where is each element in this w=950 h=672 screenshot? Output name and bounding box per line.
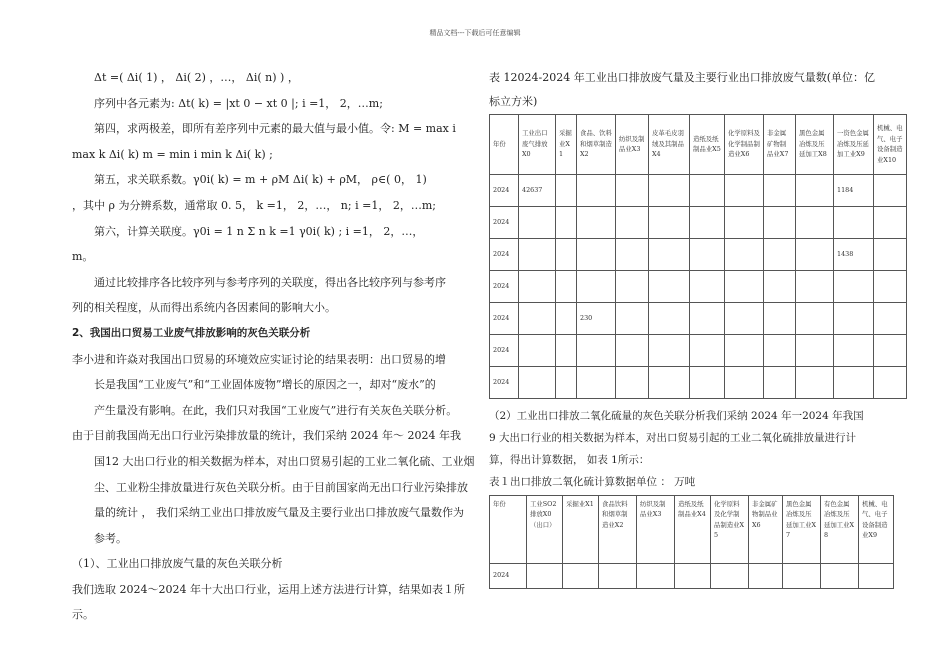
- table-cell: [796, 174, 834, 206]
- text-line: 列的相关程度，从而得出系统内各因素间的影响大小。: [72, 301, 336, 315]
- table-cell: [519, 206, 556, 238]
- table-cell: [649, 366, 690, 398]
- table-header-cell: 年份: [490, 495, 527, 563]
- table-header-cell: 化学原料及化学制品制造业X5: [711, 495, 749, 563]
- table1-title: 表 12024-2024 年工业出口排放废气量及主要行业出口排放废气量数(单位：亿: [489, 71, 875, 84]
- table-row: [490, 174, 907, 206]
- table-cell: [577, 366, 616, 398]
- text-line: ，其中 ρ 为分辨系数，通常取 0. 5， k =1， 2，…， n; i =1， 2，…m;: [72, 198, 436, 212]
- table-cell: [577, 238, 616, 270]
- table-cell: 1184: [834, 174, 874, 206]
- table-cell: [764, 206, 796, 238]
- text-line: m。: [72, 250, 94, 264]
- table-cell: [577, 270, 616, 302]
- table-header-cell: 造纸及纸制品业X5: [690, 114, 725, 174]
- right-column: [489, 65, 903, 589]
- table-cell: [556, 270, 577, 302]
- table-header-cell: 黑色金属冶炼及压延加工X8: [796, 114, 834, 174]
- table-cell: [616, 238, 649, 270]
- table-cell: [783, 563, 821, 588]
- table-header-row: [490, 114, 907, 174]
- table-header-cell: 纺织及制品业X3: [616, 114, 649, 174]
- table-cell: 2024: [490, 334, 519, 366]
- table-cell: [764, 302, 796, 334]
- text-line: 第六，计算关联度。γ0i = 1 n Σ n k =1 γ0i( k) ; i =1， 2，…，: [94, 224, 424, 238]
- table-cell: [749, 563, 783, 588]
- table-cell: [874, 302, 907, 334]
- table-cell: [725, 334, 764, 366]
- table-header-cell: 工业出口废气排放X0: [519, 114, 556, 174]
- text-line: 量的统计 ， 我们采纳工业出口排放废气量及主要行业出口排放废气量数作为: [94, 506, 464, 520]
- table-cell: [796, 366, 834, 398]
- subsection-heading: （1）、工业出口排放废气量的灰色关联分析: [72, 557, 283, 571]
- table-cell: [649, 334, 690, 366]
- table-header-cell: 采掘业X1: [556, 114, 577, 174]
- table-cell: [599, 563, 637, 588]
- table2-body: [490, 495, 894, 588]
- table-cell: [834, 302, 874, 334]
- table-cell: [874, 174, 907, 206]
- table-row: [490, 563, 894, 588]
- text-line: 9 大出口行业的相关数据为样本，对出口贸易引起的工业二氧化硫排放量进行计: [489, 431, 857, 444]
- text-line: 参考。: [94, 531, 127, 545]
- page-header: 精品文档---下载后可任意编辑: [429, 29, 521, 37]
- table-cell: [725, 270, 764, 302]
- table-cell: 2024: [490, 270, 519, 302]
- text-line: 第五，求关联系数。γ0i( k) = m + ρM Δi( k) + ρM， ρ∈( 0， 1): [94, 173, 427, 187]
- table-row: [490, 334, 907, 366]
- table-cell: [690, 270, 725, 302]
- table-cell: [556, 238, 577, 270]
- table-cell: [725, 366, 764, 398]
- table-cell: [616, 302, 649, 334]
- table-cell: 2024: [490, 238, 519, 270]
- table-cell: [690, 366, 725, 398]
- table-header-cell: 一资色金属冶炼及压延加工业X9: [834, 114, 874, 174]
- table-cell: [711, 563, 749, 588]
- table-header-row: [490, 495, 894, 563]
- table2: [489, 495, 894, 589]
- table-cell: [764, 366, 796, 398]
- table-row: [490, 238, 907, 270]
- left-column: [72, 65, 475, 628]
- table-cell: [690, 206, 725, 238]
- table-header-cell: 纺织及制品业X3: [637, 495, 675, 563]
- table-cell: [725, 174, 764, 206]
- table-cell: [577, 206, 616, 238]
- text-line: 算，得出计算数据， 如表 1所示：: [489, 453, 650, 466]
- table-cell: 2024: [490, 206, 519, 238]
- text-line: 尘、工业粉尘排放量进行灰色关联分析。由于目前国家尚无出口行业污染排放: [94, 480, 468, 494]
- text-line: 第四，求两极差，即所有差序列中元素的最大值与最小值。令: M = max i: [94, 122, 456, 136]
- text-line: 通过比较排序各比较序列与参考序列的关联度，得出各比较序列与参考序: [94, 275, 446, 289]
- table-header-cell: 食品饮料和烟草制造业X2: [599, 495, 637, 563]
- table-cell: [690, 174, 725, 206]
- table-cell: [764, 270, 796, 302]
- table-cell: [764, 174, 796, 206]
- table-cell: [556, 334, 577, 366]
- table-cell: [556, 366, 577, 398]
- text-line: 示。: [72, 608, 94, 622]
- table-header-cell: 机械、电气、电子设备制造业X9: [859, 495, 894, 563]
- text-line: 长是我国“工业废气”和“工业固体废物”增长的原因之一，却对“废水”的: [94, 378, 436, 392]
- table-header-cell: 皮革毛皮羽绒及其制品X4: [649, 114, 690, 174]
- table1-title-cont: 标立方米): [489, 94, 538, 108]
- section-heading: 2、我国出口贸易工业废气排放影响的灰色关联分析: [72, 326, 311, 339]
- table-cell: 1438: [834, 238, 874, 270]
- table-cell: [616, 270, 649, 302]
- table1-body: [490, 114, 907, 398]
- table-cell: [519, 366, 556, 398]
- table-row: [490, 366, 907, 398]
- table-cell: 42637: [519, 174, 556, 206]
- table-cell: [649, 206, 690, 238]
- table-cell: [874, 238, 907, 270]
- table-cell: [796, 270, 834, 302]
- formula-line: max k Δi( k) m = min i min k Δi( k) ;: [72, 147, 273, 161]
- table-row: [490, 302, 907, 334]
- table-cell: [796, 334, 834, 366]
- text-line: 李小进和许焱对我国出口贸易的环境效应实证讨论的结果表明：出口贸易的增: [72, 352, 446, 366]
- table-cell: [649, 302, 690, 334]
- text-line: （2）工业出口排放二氧化硫量的灰色关联分析我们采纳 2024 年一2024 年我国: [489, 409, 864, 422]
- table-cell: [577, 174, 616, 206]
- table-cell: [796, 238, 834, 270]
- table-cell: 2024: [490, 302, 519, 334]
- table-cell: [874, 334, 907, 366]
- table-cell: [637, 563, 675, 588]
- table-cell: [556, 174, 577, 206]
- text-line: 产生量没有影响。在此，我们只对我国“工业废气”进行有关灰色关联分析。: [94, 403, 458, 417]
- table-cell: 230: [577, 302, 616, 334]
- table-header-cell: 机械、电气、电子设备制造业X10: [874, 114, 907, 174]
- formula-line: Δt =( Δi( 1) ， Δi( 2) ，…， Δi( n) ) ，: [94, 71, 299, 84]
- table-header-cell: 工业SO2排放X0（出口）: [527, 495, 563, 563]
- table-cell: [616, 174, 649, 206]
- table-cell: [616, 334, 649, 366]
- table-row: [490, 206, 907, 238]
- table-cell: [874, 366, 907, 398]
- table-header-cell: 非金属矿物制品业X7: [764, 114, 796, 174]
- text-line: 序列中各元素为: Δt( k) = |xt 0 − xt 0 |; i =1， 2，…m;: [94, 96, 383, 110]
- table-cell: [577, 334, 616, 366]
- table-cell: [675, 563, 711, 588]
- table2-title: 表１出口排放二氧化硫计算数据单位 ： 万吨: [489, 475, 696, 488]
- table-row: [490, 270, 907, 302]
- table-header-cell: 非金属矿物制品业X6: [749, 495, 783, 563]
- table-cell: [519, 270, 556, 302]
- table-cell: [556, 302, 577, 334]
- table-cell: [519, 334, 556, 366]
- table-cell: [834, 366, 874, 398]
- table-cell: 2024: [490, 563, 527, 588]
- table-header-cell: 化学原料及化学制品制造业X6: [725, 114, 764, 174]
- table-cell: [527, 563, 563, 588]
- table-cell: [834, 206, 874, 238]
- table-cell: [556, 206, 577, 238]
- table-cell: [874, 270, 907, 302]
- text-line: 由于目前我国尚无出口行业污染排放量的统计，我们采纳 2024 年～ 2024 年我: [72, 429, 461, 443]
- table-header-cell: 黑色金属冶炼及压延加工业X7: [783, 495, 821, 563]
- table-header-cell: 年份: [490, 114, 519, 174]
- table-cell: [796, 302, 834, 334]
- table-cell: [764, 334, 796, 366]
- table-cell: [649, 238, 690, 270]
- table1: [489, 114, 907, 399]
- table-cell: [874, 206, 907, 238]
- text-line: 我们选取 2024～2024 年十大出口行业，运用上述方法进行计算，结果如表１所: [72, 582, 465, 596]
- table-cell: [690, 302, 725, 334]
- table-header-cell: 食品、饮料和烟草制造X2: [577, 114, 616, 174]
- table-cell: [796, 206, 834, 238]
- text-line: 国12 大出口行业的相关数据为样本，对出口贸易引起的工业二氧化硫、工业烟: [94, 454, 475, 468]
- table-header-cell: 造纸及纸制品业X4: [675, 495, 711, 563]
- table-cell: [764, 238, 796, 270]
- table-cell: [616, 206, 649, 238]
- table-cell: [519, 302, 556, 334]
- table-cell: [649, 174, 690, 206]
- table-cell: [725, 206, 764, 238]
- table-cell: [834, 270, 874, 302]
- table-cell: [690, 334, 725, 366]
- table-cell: [690, 238, 725, 270]
- table-cell: [725, 302, 764, 334]
- table-cell: 2024: [490, 174, 519, 206]
- table-cell: [725, 238, 764, 270]
- table-cell: [649, 270, 690, 302]
- table-cell: [859, 563, 894, 588]
- table-cell: [616, 366, 649, 398]
- table-cell: 2024: [490, 366, 519, 398]
- table-cell: [563, 563, 599, 588]
- table-cell: [834, 334, 874, 366]
- table-header-cell: 有色金属冶炼及压延加工业X8: [821, 495, 859, 563]
- table-cell: [519, 238, 556, 270]
- table-header-cell: 采掘业X1: [563, 495, 599, 563]
- table-cell: [821, 563, 859, 588]
